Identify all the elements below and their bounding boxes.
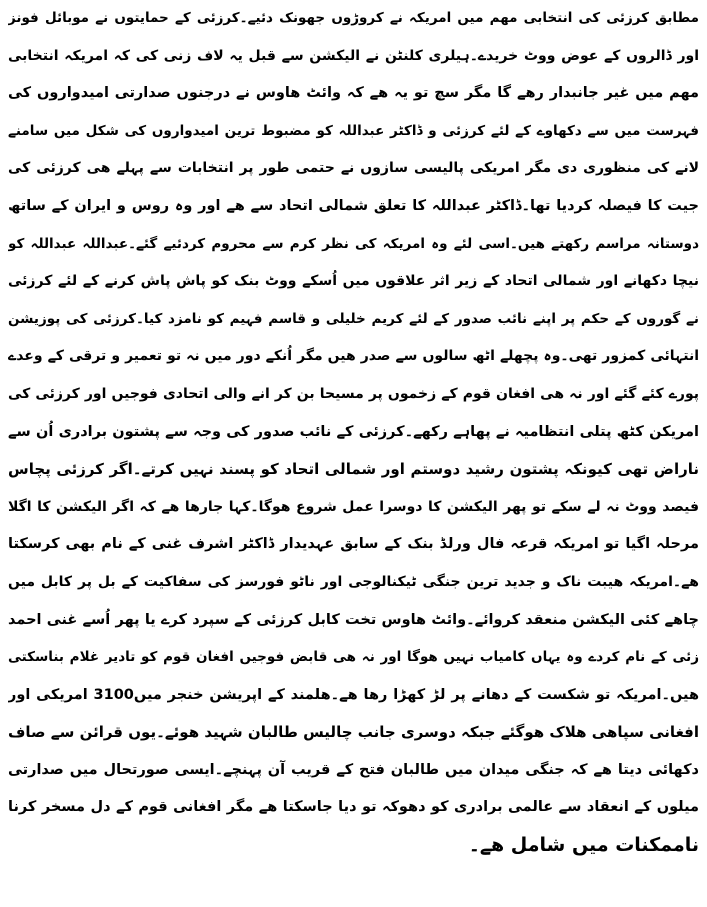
text-line: اور ڈالروں کے عوض ووٹ خریدے۔ہیلری کلنٹن نے الیکشن سے قبل یہ لاف زنی کی کہ امریکہ انتخابی	[8, 47, 699, 64]
text-line: ھے۔امریکہ ھیبت ناک و جدید ترین جنگی ٹیکنالوجی اور ناٹو فورسز کی سفاکیت کے بل پر کابل میں	[8, 573, 699, 590]
text-line: امریکن کٹھ پتلی انتظامیہ نے پھاہے رکھے۔کرزئی کے نائب صدور کی وجہ سے پشتون برادری اُن سے	[8, 423, 699, 440]
text-line: نے گوروں کے حکم پر اپنے نائب صدور کے لئے کریم خلیلی و قاسم فہیم کو نامزد کیا۔کرزئی کی پوزیشن	[8, 310, 699, 327]
text-line: انتہائی کمزور تھی۔وہ پچھلے اٹھ سالوں سے صدر ھیں مگر اُنکے دور میں نہ تو تعمیر و ترقی کے وعدے	[8, 348, 699, 365]
text-line: افغانی سپاھی ھلاک ھوگئے جبکہ دوسری جانب چالیس طالبان شہید ھوئے۔یوں قرائن سے صاف	[8, 723, 699, 742]
article-body	[8, 0, 699, 865]
text-line: پورے کئے گئے اور نہ ھی افغان قوم کے زخموں پر مسیحا بن کر انے والی اتحادی فوجیں اور کرزئی کی	[8, 385, 699, 402]
text-line: میلوں کے انعقاد سے عالمی برادری کو دھوکہ تو دیا جاسکتا ھے مگر افغانی قوم کے دل مسخر کرنا	[8, 799, 699, 816]
text-line: ناراض تھی کیونکہ پشتون رشید دوستم اور شمالی اتحاد کو پسند نہیں کرتے۔اگر کرزئی پچاس	[8, 460, 699, 479]
text-line: جیت کا فیصلہ کردیا تھا۔ڈاکٹر عبداللہ کا تعلق شمالی اتحاد سے ھے اور وہ روس و ایران کے ساتھ	[8, 197, 699, 214]
text-line: ھیں۔امریکہ تو شکست کے دھانے پر لڑ کھڑا رھا ھے۔ھلمند کے اپریشن خنجر میں3100 امریکی اور	[8, 686, 699, 703]
text-line: زئی کے نام کردے وہ یہاں کامیاب نہیں ھوگا اور نہ ھی قابض فوجیں افغان قوم کو تادیر غلام بناسکتی	[8, 649, 699, 666]
text-line: مطابق کرزئی کی انتخابی مھم میں امریکہ نے کروڑوں جھونک دئیے۔کرزئی کے حمایتوں نے موبائل فونز	[8, 10, 699, 26]
text-line: نیچا دکھانے اور شمالی اتحاد کے زیر اثر علاقوں میں اُسکے ووٹ بنک کو پاش پاش کرنے کے لئے کرزئی	[8, 273, 699, 290]
text-line: مھم میں غیر جانبدار رھے گا مگر سچ تو یہ ھے کہ وائٹ ھاوس نے درجنوں صدارتی امیدواروں کی	[8, 85, 699, 102]
text-line: لانے کی منظوری دی مگر امریکی پالیسی سازوں نے حتمی طور پر انتخابات سے پہلے ھی کرزئی کی	[8, 160, 699, 177]
text-line: فیصد ووٹ نہ لے سکے تو پھر الیکشن کا دوسرا عمل شروع ھوگا۔کہا جارھا ھے کہ اگر الیکشن کا اگلا	[8, 498, 699, 515]
text-line: مرحلہ اگیا تو امریکہ قرعہ فال ورلڈ بنک کے سابق عہدیدار ڈاکٹر اشرف غنی کے نام بھی کرسکتا	[8, 536, 699, 553]
text-line: دکھائی دیتا ھے کہ جنگی میدان میں طالبان فتح کے قریب آن پہنچے۔ایسی صورتحال میں صدارتی	[8, 761, 699, 778]
text-line: دوستانہ مراسم رکھتے ھیں۔اسی لئے وہ امریکہ کی نظر کرم سے محروم کردئیے گئے۔عبداللہ عبداللہ کو	[8, 235, 699, 252]
text-line: ناممکنات میں شامل ھے۔	[468, 834, 699, 857]
text-line: فہرست میں سے دکھاوے کے لئے کرزئی و ڈاکٹر عبداللہ کو مضبوط ترین امیدواروں کی شکل میں سامنے	[8, 122, 699, 139]
text-line: چاھے کئی الیکشن منعقد کروائے۔وائٹ ھاوس تخت کابل کرزئی کے سپرد کرے یا پھر اُسے غنی احمد	[8, 611, 699, 628]
